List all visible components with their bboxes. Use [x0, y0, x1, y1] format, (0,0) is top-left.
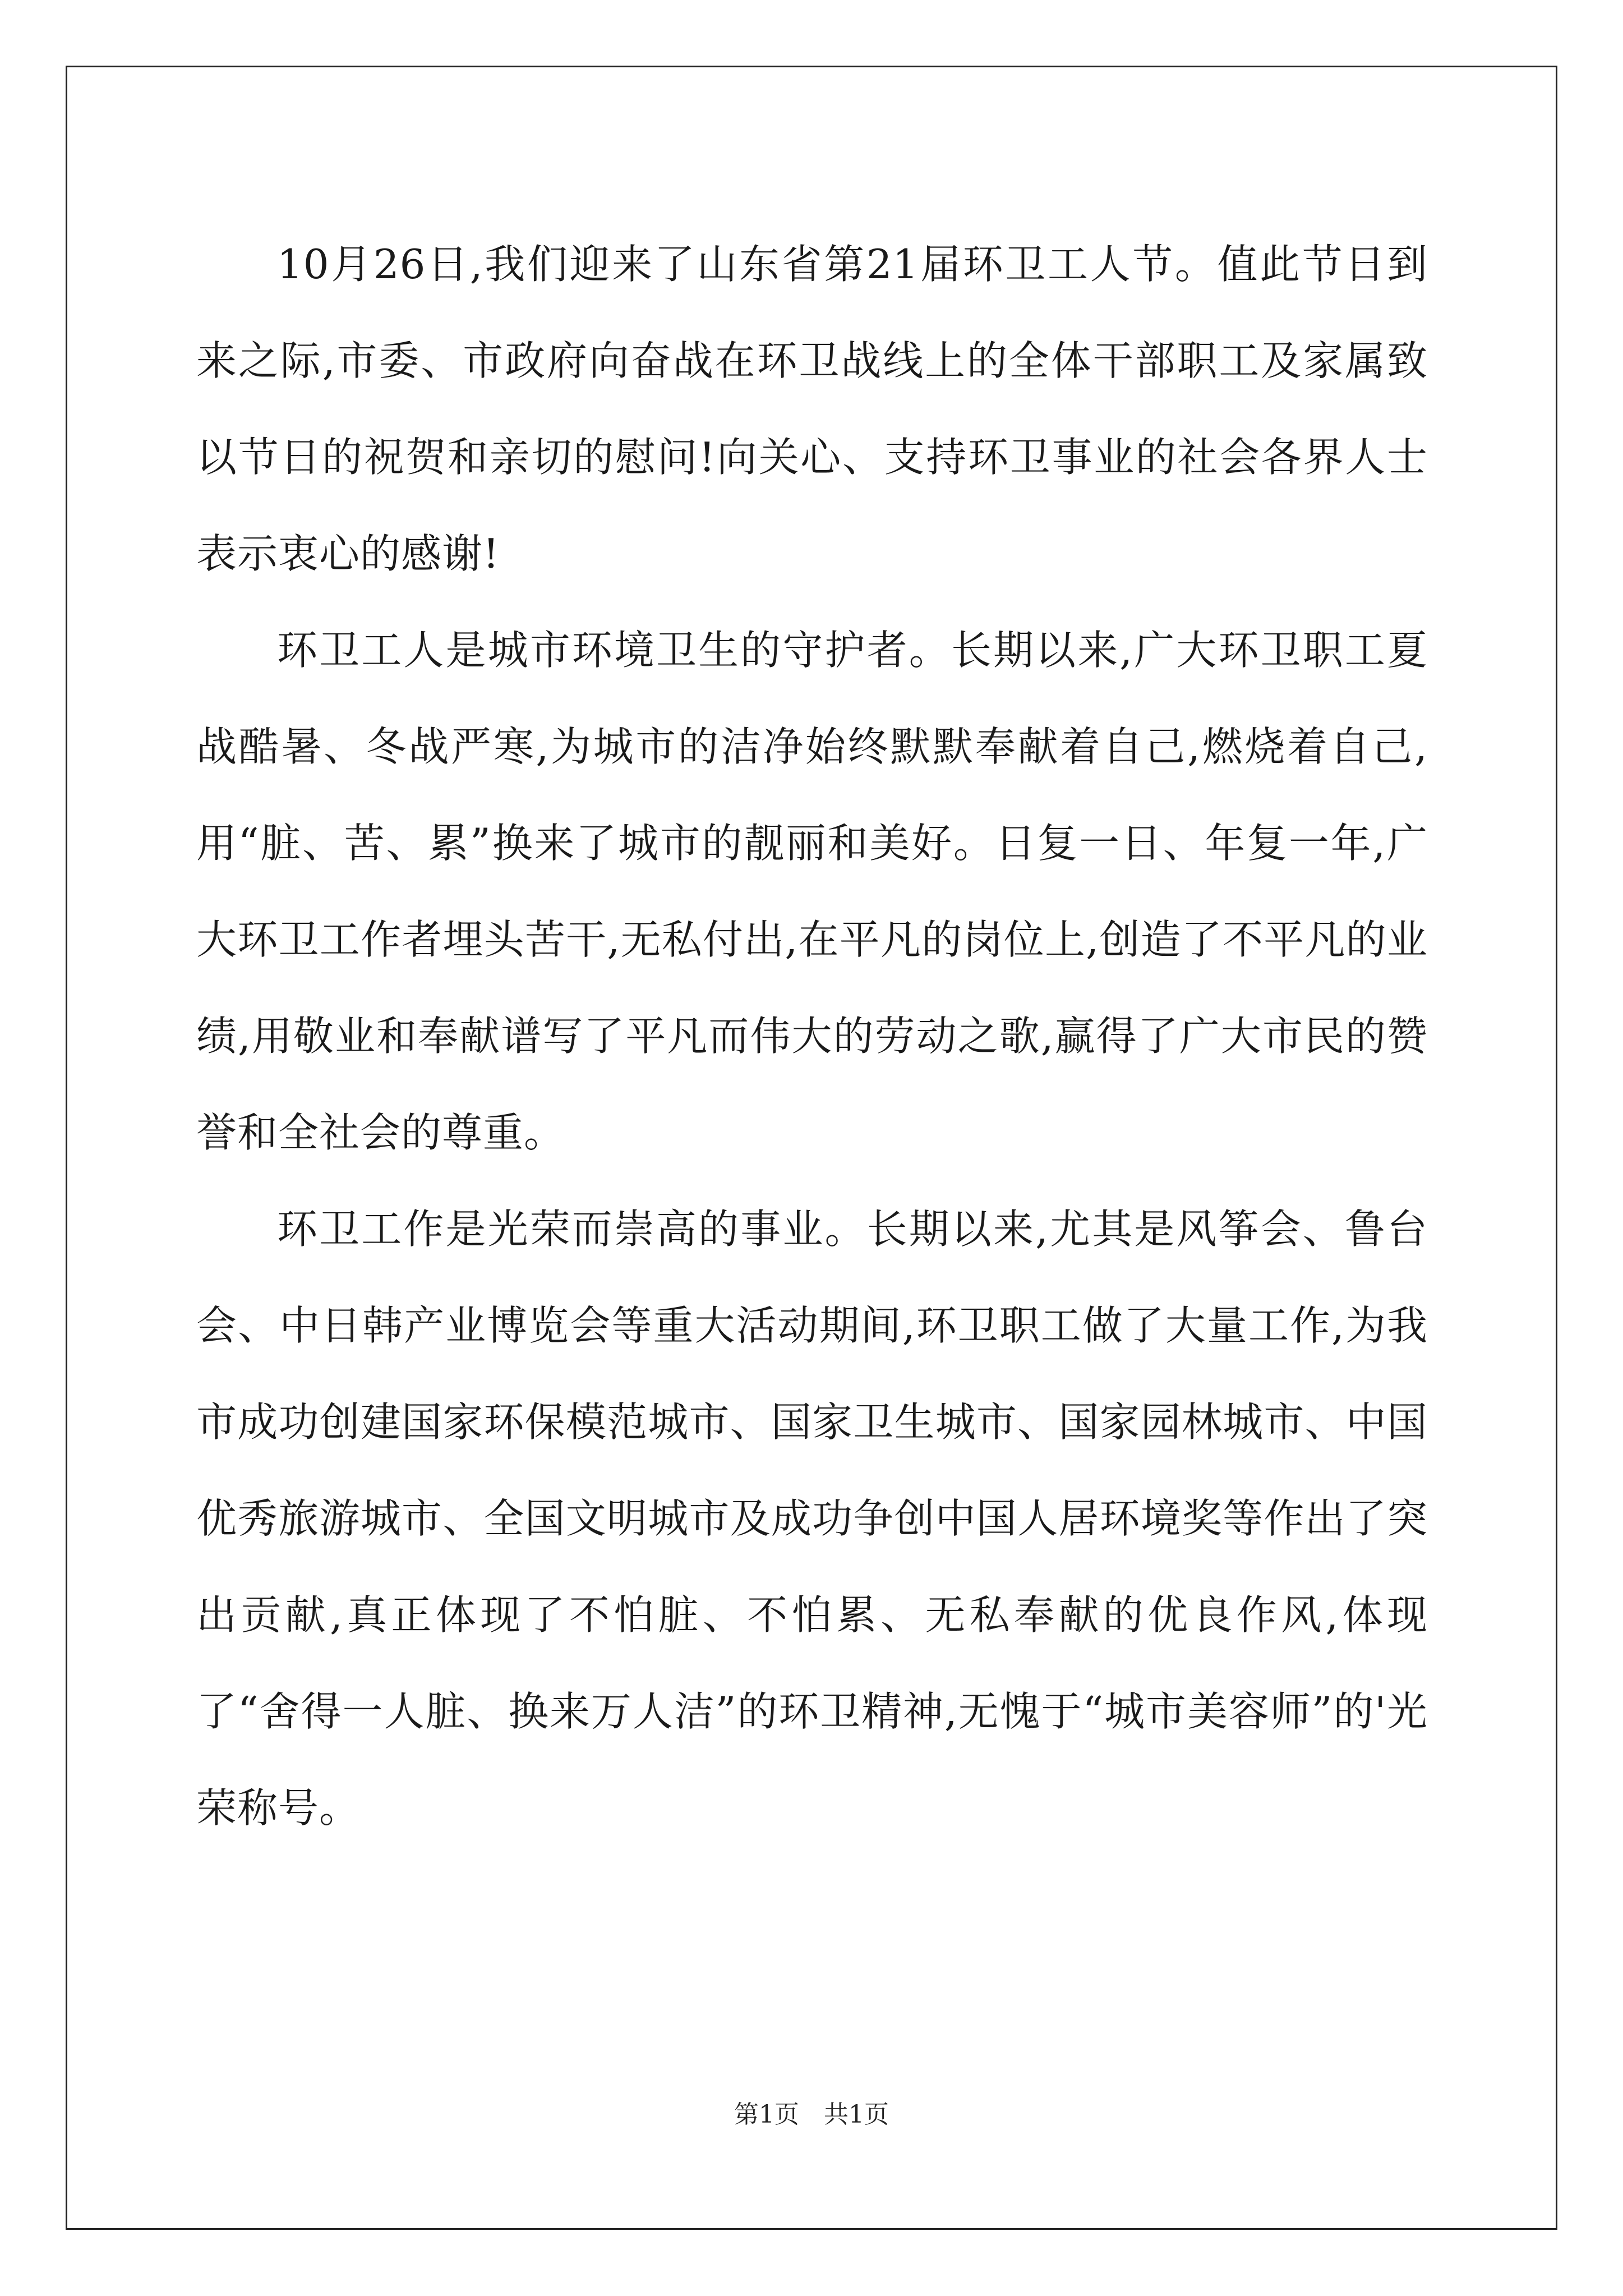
paragraph-3: 环卫工作是光荣而崇高的事业。长期以来,尤其是风筝会、鲁台会、中日韩产业博览会等重大活动期间,环卫职工做了大量工作,为我市成功创建国家环保模范城市、国家卫生城市、国家园林城市、中国优秀旅游城市、全国文明城市及成功争创中国人居环境奖等作出了突出贡献,真正体现了不怕脏、不怕累、无私奉献的优良作风,体现了“舍得一人脏、换来万人洁”的环卫精神,无愧于“城市美容师”的'光荣称号。: [196, 1205, 1428, 1832]
page-number-total: 共1页: [824, 2100, 889, 2129]
page-footer: [0, 2098, 1623, 2132]
document-body: [196, 216, 1428, 1856]
paragraph-2: 环卫工人是城市环境卫生的守护者。长期以来,广大环卫职工夏战酷暑、冬战严寒,为城市的洁净始终默默奉献着自己,燃烧着自己,用“脏、苦、累”换来了城市的靓丽和美好。日复一日、年复一年,广大环卫工作者埋头苦干,无私付出,在平凡的岗位上,创造了不平凡的业绩,用敬业和奉献谱写了平凡而伟大的劳动之歌,赢得了广大市民的赞誉和全社会的尊重。: [196, 627, 1428, 1156]
page-number-current: 第1页: [734, 2100, 799, 2129]
paragraph-1: 10月26日,我们迎来了山东省第21届环卫工人节。值此节日到来之际,市委、市政府向奋战在环卫战线上的全体干部职工及家属致以节日的祝贺和亲切的慰问!向关心、支持环卫事业的社会各界人士表示衷心的感谢!: [196, 241, 1428, 577]
